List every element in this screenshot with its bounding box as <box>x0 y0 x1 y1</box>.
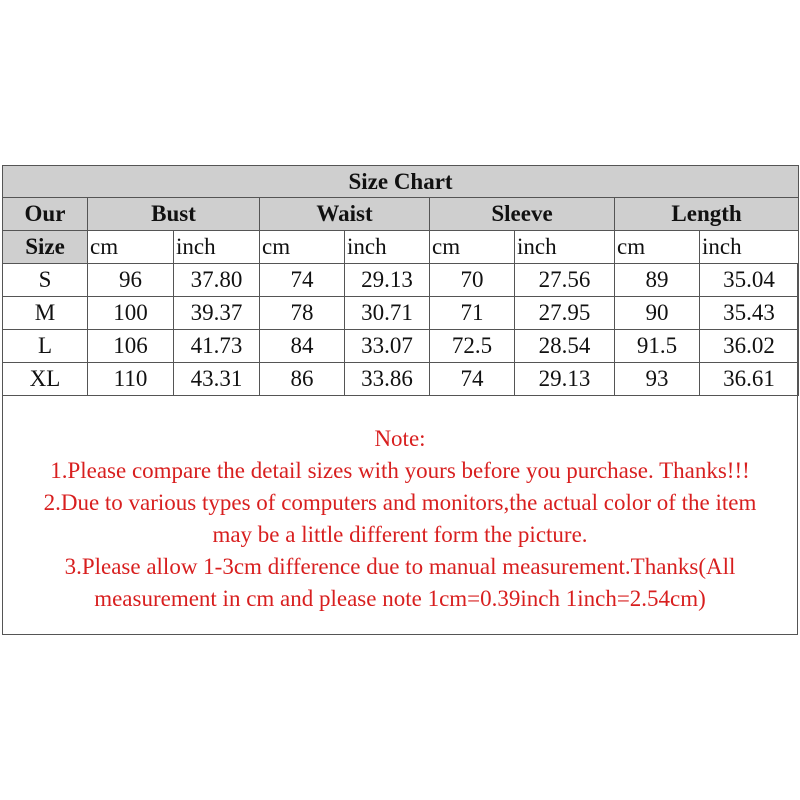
note-heading: Note: <box>374 426 426 451</box>
note-line-3: may be a little different form the picture. <box>212 522 588 547</box>
size-cell: S <box>3 264 88 297</box>
note-line-2: 2.Due to various types of computers and monitors,the actual color of the item <box>43 490 757 515</box>
length-inch-cell: 35.43 <box>700 297 799 330</box>
waist-inch-cell: 30.71 <box>345 297 430 330</box>
sleeve-header: Sleeve <box>430 198 615 231</box>
sleeve-inch-cell: 28.54 <box>515 330 615 363</box>
waist-inch-cell: 33.07 <box>345 330 430 363</box>
length-inch-cell: 36.02 <box>700 330 799 363</box>
length-cm-cell: 93 <box>615 363 700 396</box>
length-header: Length <box>615 198 799 231</box>
bust-inch-cell: 41.73 <box>174 330 260 363</box>
bust-header: Bust <box>88 198 260 231</box>
our-header: Our <box>3 198 88 231</box>
waist-header: Waist <box>260 198 430 231</box>
bust-inch-cell: 37.80 <box>174 264 260 297</box>
bust-cm-cell: 106 <box>88 330 174 363</box>
size-cell: XL <box>3 363 88 396</box>
size-cell: L <box>3 330 88 363</box>
waist-cm-cell: 84 <box>260 330 345 363</box>
waist-cm-label: cm <box>260 231 345 264</box>
bust-cm-cell: 96 <box>88 264 174 297</box>
size-chart-title: Size Chart <box>3 166 799 198</box>
bust-inch-cell: 43.31 <box>174 363 260 396</box>
size-cell: M <box>3 297 88 330</box>
table-row <box>3 363 799 396</box>
size-chart-table <box>2 165 799 396</box>
size-header: Size <box>3 231 88 264</box>
length-cm-label: cm <box>615 231 700 264</box>
sleeve-inch-cell: 27.95 <box>515 297 615 330</box>
sleeve-cm-cell: 74 <box>430 363 515 396</box>
note-line-1: 1.Please compare the detail sizes with yours before you purchase. Thanks!!! <box>50 458 750 483</box>
sleeve-cm-cell: 71 <box>430 297 515 330</box>
table-row <box>3 297 799 330</box>
waist-cm-cell: 74 <box>260 264 345 297</box>
bust-cm-label: cm <box>88 231 174 264</box>
table-row <box>3 330 799 363</box>
bust-inch-cell: 39.37 <box>174 297 260 330</box>
note-line-4: 3.Please allow 1-3cm difference due to manual measurement.Thanks(All <box>64 554 736 579</box>
waist-cm-cell: 86 <box>260 363 345 396</box>
length-inch-cell: 35.04 <box>700 264 799 297</box>
note-line-5: measurement in cm and please note 1cm=0.39inch 1inch=2.54cm) <box>94 586 706 611</box>
sleeve-cm-label: cm <box>430 231 515 264</box>
sleeve-cm-cell: 72.5 <box>430 330 515 363</box>
length-cm-cell: 89 <box>615 264 700 297</box>
length-inch-label: inch <box>700 231 799 264</box>
sleeve-inch-cell: 27.56 <box>515 264 615 297</box>
waist-cm-cell: 78 <box>260 297 345 330</box>
notes-block <box>2 423 798 615</box>
sleeve-inch-label: inch <box>515 231 615 264</box>
table-row <box>3 264 799 297</box>
bust-inch-label: inch <box>174 231 260 264</box>
length-cm-cell: 90 <box>615 297 700 330</box>
sleeve-inch-cell: 29.13 <box>515 363 615 396</box>
waist-inch-cell: 29.13 <box>345 264 430 297</box>
bust-cm-cell: 100 <box>88 297 174 330</box>
waist-inch-label: inch <box>345 231 430 264</box>
length-cm-cell: 91.5 <box>615 330 700 363</box>
waist-inch-cell: 33.86 <box>345 363 430 396</box>
length-inch-cell: 36.61 <box>700 363 799 396</box>
sleeve-cm-cell: 70 <box>430 264 515 297</box>
bust-cm-cell: 110 <box>88 363 174 396</box>
